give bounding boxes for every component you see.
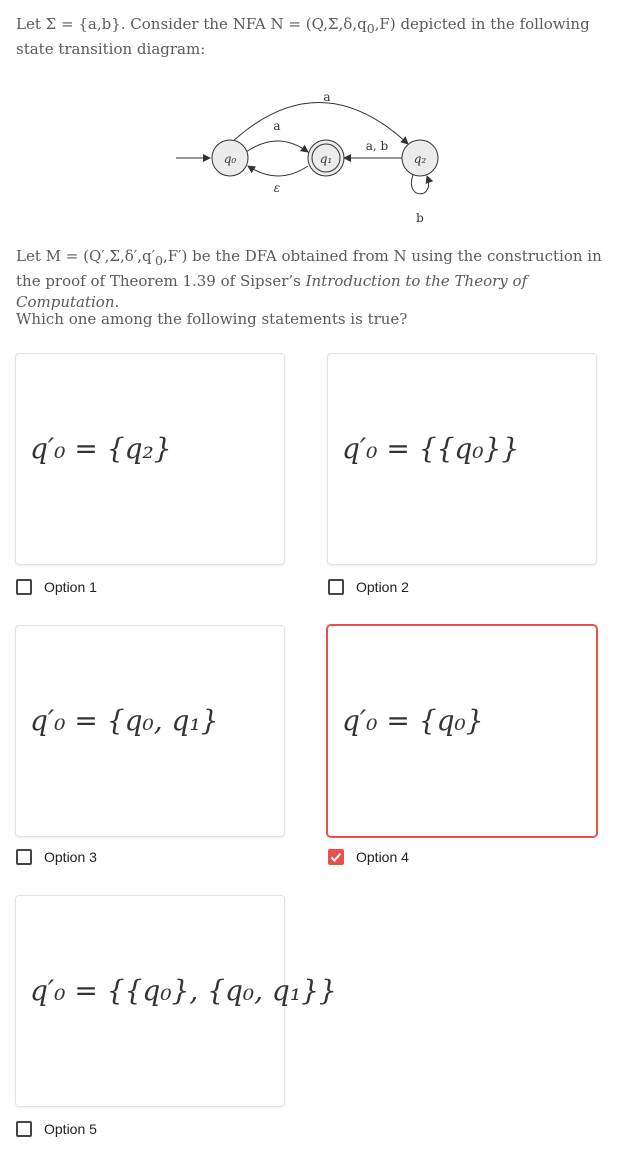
option-5-label: Option 5 — [44, 1121, 97, 1137]
dfa-statement-mid: ,F′) be the DFA obtained from N using the construction in the proof of Theorem 1.39 of Sipser’s — [16, 247, 602, 290]
option-3-checkbox[interactable] — [16, 849, 32, 865]
option-3[interactable] — [16, 847, 97, 867]
edge-q2-loop — [411, 175, 428, 194]
state-q1-label: q₁ — [319, 152, 333, 166]
book-title: Introduction to the Theory of Computation — [16, 272, 528, 311]
edge-label-q2-q1: a, b — [365, 139, 389, 153]
question-intro — [16, 14, 608, 60]
option-2-checkbox[interactable] — [328, 579, 344, 595]
option-3-label: Option 3 — [44, 849, 97, 865]
option-2-label: Option 2 — [356, 579, 409, 595]
edge-q1-q0 — [248, 166, 308, 176]
option-5[interactable] — [16, 1119, 97, 1139]
option-1[interactable] — [16, 577, 97, 597]
option-5-checkbox[interactable] — [16, 1121, 32, 1137]
option-1-checkbox[interactable] — [16, 579, 32, 595]
state-q2-label: q₂ — [413, 152, 427, 166]
edge-label-q2-loop: b — [416, 211, 424, 225]
option-4-checkbox[interactable] — [328, 849, 344, 865]
edge-q0-q2 — [232, 102, 408, 144]
nfa-state-diagram — [170, 82, 450, 232]
option-2[interactable] — [328, 577, 409, 597]
edge-label-q1-q0: ε — [273, 181, 281, 195]
option-4[interactable] — [328, 847, 409, 867]
option-1-formula: q′₀ = {q₂} — [30, 432, 172, 465]
edge-q0-q1 — [246, 141, 308, 152]
option-5-card[interactable] — [16, 896, 337, 1106]
edge-label-q0-q1: a — [273, 119, 281, 133]
option-5-formula: q′₀ = {{q₀}, {q₀, q₁}} — [30, 974, 337, 1007]
option-3-formula: q′₀ = {q₀, q₁} — [30, 704, 219, 737]
option-1-label: Option 1 — [44, 579, 97, 595]
option-1-card[interactable] — [16, 354, 284, 564]
check-icon — [330, 851, 342, 863]
option-4-label: Option 4 — [356, 849, 409, 865]
question-intro-suffix: ,F) depicted in the following state transition diagram: — [16, 15, 590, 58]
option-3-card[interactable] — [16, 626, 284, 836]
option-2-formula: q′₀ = {{q₀}} — [342, 432, 520, 465]
option-4-card[interactable] — [328, 626, 596, 836]
option-2-card[interactable] — [328, 354, 596, 564]
question-dfa-statement — [16, 246, 608, 313]
question-prompt: Which one among the following statements is true? — [16, 310, 408, 328]
question-intro-prefix: Let Σ = {a,b}. Consider the NFA N = (Q,Σ,δ,q — [16, 15, 367, 33]
dfa-statement-prefix: Let M = (Q′,Σ,δ′,q′ — [16, 247, 156, 265]
dfa-statement-sub: 0 — [155, 253, 163, 268]
dfa-statement-end: . — [114, 293, 120, 311]
question-intro-sub: 0 — [366, 21, 375, 36]
edge-label-q0-q2: a — [323, 90, 331, 104]
option-4-formula: q′₀ = {q₀} — [342, 704, 484, 737]
state-q0-label: q₀ — [223, 152, 237, 166]
